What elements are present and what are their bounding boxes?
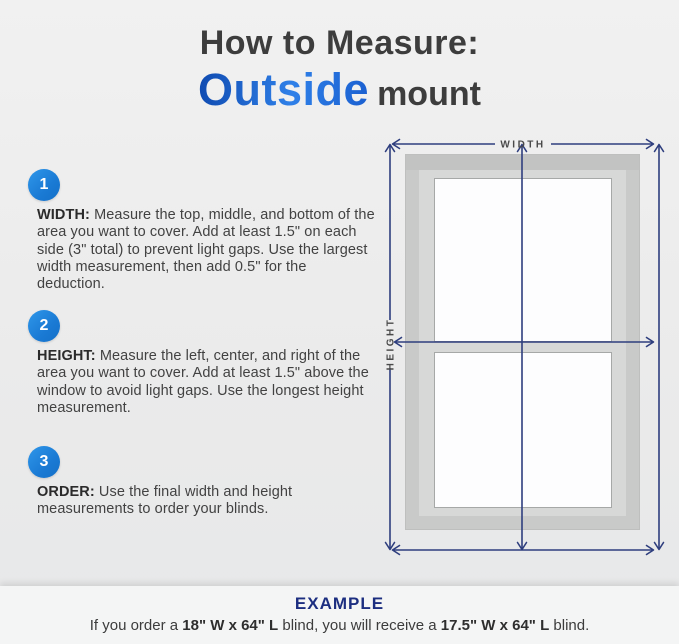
step-3-label: ORDER: bbox=[37, 484, 95, 500]
window-pane-lower bbox=[434, 352, 612, 508]
window-measurement-diagram bbox=[375, 125, 679, 595]
step-1-text bbox=[37, 207, 375, 293]
example-part-3: blind, you will receive a bbox=[278, 617, 441, 634]
step-3-text bbox=[37, 484, 375, 519]
step-2-number-badge: 2 bbox=[28, 310, 60, 342]
title-highlight-outside: Outside bbox=[198, 64, 370, 115]
example-section bbox=[0, 586, 679, 644]
step-3-number-badge: 3 bbox=[28, 446, 60, 478]
page-title bbox=[0, 24, 679, 116]
step-1-number-badge: 1 bbox=[28, 169, 60, 201]
title-suffix-mount: mount bbox=[377, 75, 481, 113]
example-heading: EXAMPLE bbox=[294, 594, 385, 613]
title-line-1: How to Measure: bbox=[199, 24, 480, 62]
example-received-size: 17.5" W x 64" L bbox=[440, 617, 550, 634]
example-part-1: If you order a bbox=[89, 617, 183, 634]
step-1 bbox=[28, 169, 376, 293]
example-part-5: blind. bbox=[549, 617, 590, 634]
step-2-body: Measure the left, center, and right of the area you want to cover. Add at least 1.5" above the window to avoid light gaps. Use the longest height measurement. bbox=[37, 348, 369, 416]
step-2 bbox=[28, 310, 376, 417]
example-sentence bbox=[0, 617, 679, 634]
window-pane-upper bbox=[434, 178, 612, 342]
window-head-casing bbox=[406, 155, 639, 170]
step-3 bbox=[28, 446, 376, 519]
example-ordered-size: 18" W x 64" L bbox=[182, 617, 279, 634]
step-1-body: Measure the top, middle, and bottom of the area you want to cover. Add at least 1.5" on each side (3" total) to prevent light gaps. Use the largest width measurement, then add 0.5" for the deduction. bbox=[37, 207, 375, 293]
height-label: HEIGHT bbox=[385, 317, 397, 371]
title-line-2 bbox=[0, 64, 679, 116]
step-1-label: WIDTH: bbox=[37, 207, 90, 223]
step-2-label: HEIGHT: bbox=[37, 348, 96, 364]
step-3-body: Use the final width and height measurements to order your blinds. bbox=[37, 484, 293, 518]
width-label: WIDTH bbox=[500, 139, 546, 151]
step-2-text bbox=[37, 348, 375, 417]
